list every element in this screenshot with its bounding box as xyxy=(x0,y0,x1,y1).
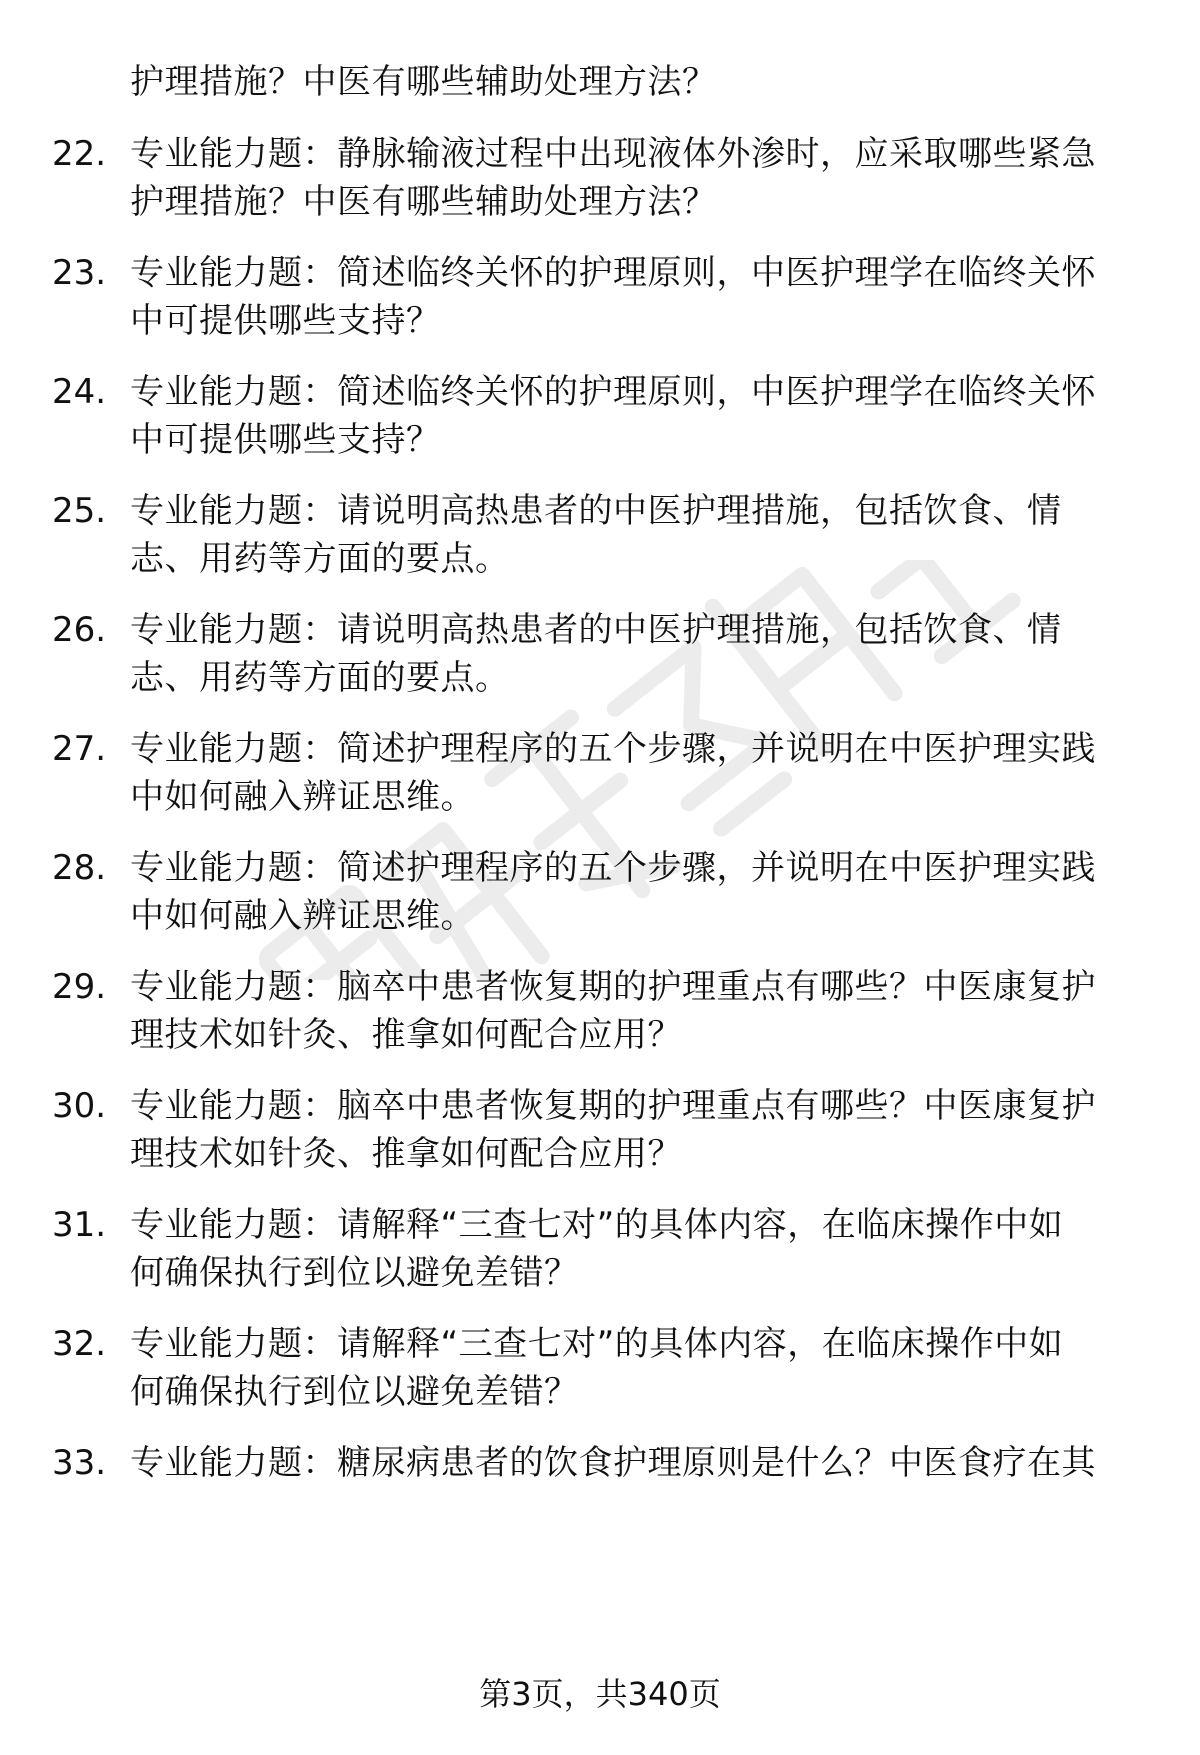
list-item xyxy=(0,725,1200,825)
list-item xyxy=(0,368,1200,468)
item-text-line: 中可提供哪些支持？ xyxy=(130,301,441,341)
item-text xyxy=(130,487,1150,583)
item-text xyxy=(130,1082,1150,1178)
item-text xyxy=(130,606,1150,702)
item-text xyxy=(130,1320,1150,1416)
item-text xyxy=(130,130,1150,226)
item-number: 25. xyxy=(52,491,107,531)
item-text xyxy=(130,844,1150,940)
item-text-line: 何确保执行到位以避免差错？ xyxy=(130,1372,579,1412)
list-item xyxy=(0,1201,1200,1301)
item-text-line: 理技术如针灸、推拿如何配合应用？ xyxy=(130,1015,682,1055)
item-number: 28. xyxy=(52,848,107,888)
list-item xyxy=(0,963,1200,1063)
item-text-line: 护理措施？中医有哪些辅助处理方法？ xyxy=(130,182,717,222)
item-number: 30. xyxy=(52,1086,107,1126)
item-text-line: 专业能力题：脑卒中患者恢复期的护理重点有哪些？中医康复护 xyxy=(130,1086,1096,1126)
item-text-line: 专业能力题：请解释“三查七对”的具体内容，在临床操作中如 xyxy=(130,1205,1064,1245)
item-text-line: 专业能力题：简述临终关怀的护理原则，中医护理学在临终关怀 xyxy=(130,253,1096,293)
item-text-line: 专业能力题：请说明高热患者的中医护理措施，包括饮食、情 xyxy=(130,491,1062,531)
item-number: 33. xyxy=(52,1443,107,1483)
item-text-line: 专业能力题：简述临终关怀的护理原则，中医护理学在临终关怀 xyxy=(130,372,1096,412)
item-text xyxy=(130,1439,1150,1487)
item-text xyxy=(130,963,1150,1059)
list-item xyxy=(0,249,1200,349)
item-text-line: 专业能力题：静脉输液过程中出现液体外渗时，应采取哪些紧急 xyxy=(130,134,1096,174)
item-text-line: 志、用药等方面的要点。 xyxy=(130,539,510,579)
item-text xyxy=(130,1201,1150,1297)
item-text xyxy=(130,249,1150,345)
item-text-line: 中如何融入辨证思维。 xyxy=(130,777,475,817)
item-number: 23. xyxy=(52,253,107,293)
continued-text: 护理措施？中医有哪些辅助处理方法？ xyxy=(130,62,717,102)
list-item xyxy=(0,1439,1200,1539)
item-text-line: 理技术如针灸、推拿如何配合应用？ xyxy=(130,1134,682,1174)
item-text-line: 中如何融入辨证思维。 xyxy=(130,896,475,936)
item-text-line: 专业能力题：请说明高热患者的中医护理措施，包括饮食、情 xyxy=(130,610,1062,650)
item-text-line: 何确保执行到位以避免差错？ xyxy=(130,1253,579,1293)
item-text xyxy=(130,368,1150,464)
item-number: 32. xyxy=(52,1324,107,1364)
list-item xyxy=(0,1320,1200,1420)
item-number: 22. xyxy=(52,134,107,174)
item-number: 29. xyxy=(52,967,107,1007)
list-item xyxy=(0,606,1200,706)
item-text-line: 专业能力题：脑卒中患者恢复期的护理重点有哪些？中医康复护 xyxy=(130,967,1096,1007)
item-text-line: 专业能力题：简述护理程序的五个步骤，并说明在中医护理实践 xyxy=(130,729,1096,769)
item-text-line: 专业能力题：简述护理程序的五个步骤，并说明在中医护理实践 xyxy=(130,848,1096,888)
list-item xyxy=(0,487,1200,587)
item-text-line: 志、用药等方面的要点。 xyxy=(130,658,510,698)
list-item xyxy=(0,1082,1200,1182)
list-item xyxy=(0,130,1200,230)
item-number: 26. xyxy=(52,610,107,650)
item-number: 27. xyxy=(52,729,107,769)
list-item xyxy=(0,844,1200,944)
item-number: 31. xyxy=(52,1205,107,1245)
item-text-line: 中可提供哪些支持？ xyxy=(130,420,441,460)
item-text xyxy=(130,725,1150,821)
page-footer: 第3页，共340页 xyxy=(479,1675,721,1713)
item-text-line: 专业能力题：糖尿病患者的饮食护理原则是什么？中医食疗在其 xyxy=(130,1443,1096,1483)
item-text-line: 专业能力题：请解释“三查七对”的具体内容，在临床操作中如 xyxy=(130,1324,1064,1364)
item-number: 24. xyxy=(52,372,107,412)
